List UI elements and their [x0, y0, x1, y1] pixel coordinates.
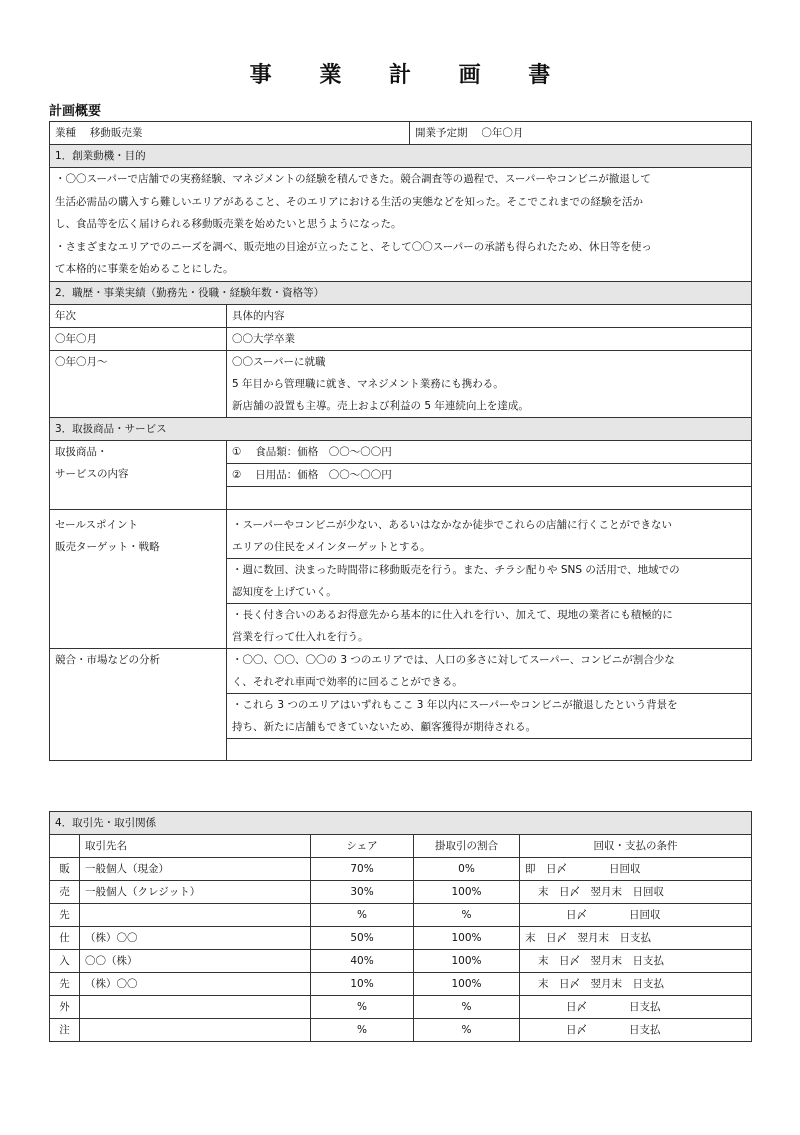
product-item-empty — [227, 486, 752, 509]
partner-share: % — [311, 1019, 414, 1042]
partner-terms: 即 日〆 日回収 — [520, 858, 752, 881]
partner-credit: % — [414, 904, 520, 927]
partner-terms: 末 日〆 翌月末 日支払 — [520, 950, 752, 973]
partner-terms: 末 日〆 翌月末 日支払 — [520, 973, 752, 996]
products-label — [50, 440, 227, 509]
partner-credit: 100% — [414, 881, 520, 904]
opening-date-label: 開業予定期 — [415, 127, 468, 139]
partner-terms: 末 日〆 翌月末 日回収 — [520, 881, 752, 904]
career-col-year: 年次 — [50, 304, 227, 327]
career-detail-line: 5 年目から管理職に就き、マネジメント業務にも携わる。 — [232, 377, 504, 390]
sales-point-line: 認知度を上げていく。 — [232, 585, 337, 598]
sales-label-line: 販売ターゲット・戦略 — [55, 540, 160, 553]
business-type-value: 移動販売業 — [89, 127, 143, 139]
motivation-line: ・〇〇スーパーで店舗での実務経験、マネジメントの経験を積んできた。競合調査等の過程で、スーパーやコンビニが撤退して — [55, 173, 651, 185]
sales-point-line: ・スーパーやコンビニが少ない、あるいはなかなか徒歩でこれらの店舗に行くことができない — [232, 518, 672, 531]
opening-date-cell — [410, 122, 752, 145]
partner-credit: 100% — [414, 927, 520, 950]
partner-name: （株）〇〇 — [80, 927, 311, 950]
partners-header-row — [50, 835, 752, 858]
partner-terms: 末 日〆 翌月末 日支払 — [520, 927, 752, 950]
product-item: ① 食品類：価格 〇〇～〇〇円 — [227, 440, 752, 463]
motivation-line: し、食品等を広く届けられる移動販売業を始めたいと思うようになった。 — [55, 218, 402, 230]
career-year: 〇年〇月 — [50, 327, 227, 350]
sales-point-line: ・長く付き合いのあるお得意先から基本的に仕入れを行い、加えて、現地の業者にも積極的に — [232, 608, 673, 621]
motivation-line: 生活必需品の購入すら難しいエリアがあること、そのエリアにおける生活の実態などを知った。そこでこれまでの経験を活か — [55, 195, 643, 208]
market-point-empty — [227, 738, 752, 760]
partner-side: 先 — [50, 904, 80, 927]
partners-col-terms: 回収・支払の条件 — [520, 835, 752, 858]
sales-point — [227, 509, 752, 558]
partner-credit: % — [414, 1019, 520, 1042]
partner-side: 外 — [50, 996, 80, 1019]
partners-row — [50, 950, 752, 973]
partner-side: 注 — [50, 1019, 80, 1042]
section-1-heading: 1．創業動機・目的 — [50, 145, 752, 168]
partner-name — [80, 904, 311, 927]
sales-label-line: セールスポイント — [55, 518, 139, 531]
business-type-label: 業種 — [55, 127, 76, 139]
partner-side: 仕 — [50, 927, 80, 950]
career-detail-line: 新店舗の設置も主導。売上および利益の 5 年連続向上を達成。 — [232, 399, 529, 412]
partners-row — [50, 858, 752, 881]
partner-name: 一般個人（現金） — [80, 858, 311, 881]
partner-share: 70% — [311, 858, 414, 881]
partner-name — [80, 996, 311, 1019]
career-year: 〇年〇月～ — [50, 350, 227, 417]
sales-point-line: エリアの住民をメインターゲットとする。 — [232, 540, 431, 553]
partners-table — [49, 811, 752, 1042]
market-point-line: ・〇〇、〇〇、〇〇の 3 つのエリアでは、人口の多さに対してスーパー、コンビニが割合少な — [232, 653, 675, 666]
sales-point — [227, 558, 752, 603]
partner-share: % — [311, 904, 414, 927]
partner-terms: 日〆 日支払 — [520, 1019, 752, 1042]
plan-overview-heading: 計画概要 — [49, 104, 102, 119]
sales-point-line: 営業を行って仕入れを行う。 — [232, 630, 369, 643]
career-col-detail: 具体的内容 — [227, 304, 752, 327]
partners-col-share: シェア — [311, 835, 414, 858]
header-row — [50, 122, 752, 145]
section-2-heading: 2．職歴・事業実績（勤務先・役職・経験年数・資格等） — [50, 281, 752, 304]
plan-table — [49, 121, 752, 761]
market-label: 競合・市場などの分析 — [50, 648, 227, 760]
products-label-line: サービスの内容 — [55, 467, 129, 480]
partners-row — [50, 996, 752, 1019]
market-point-line: く、それぞれ車両で効率的に回ることができる。 — [232, 675, 463, 688]
partners-row — [50, 904, 752, 927]
opening-date-value: 〇年〇月 — [481, 127, 524, 139]
partner-name: 〇〇（株） — [80, 950, 311, 973]
partners-row — [50, 1019, 752, 1042]
partner-side: 売 — [50, 881, 80, 904]
partners-col-name: 取引先名 — [80, 835, 311, 858]
partner-credit: 0% — [414, 858, 520, 881]
partner-share: 10% — [311, 973, 414, 996]
partner-name — [80, 1019, 311, 1042]
section-3-heading: 3．取扱商品・サービス — [50, 417, 752, 440]
career-row — [50, 327, 752, 350]
partners-row — [50, 973, 752, 996]
partner-terms: 日〆 日回収 — [520, 904, 752, 927]
sales-label — [50, 509, 227, 648]
career-detail-line: 〇〇スーパーに就職 — [232, 355, 326, 368]
career-row — [50, 350, 752, 417]
partners-row — [50, 927, 752, 950]
motivation-line: ・さまざまなエリアでのニーズを調べ、販売地の目途が立ったこと、そして〇〇スーパーの承諾も得られたため、休日等を使っ — [55, 240, 652, 253]
career-detail: 〇〇大学卒業 — [227, 327, 752, 350]
partner-name: （株）〇〇 — [80, 973, 311, 996]
partners-col-credit: 掛取引の割合 — [414, 835, 520, 858]
partners-row — [50, 881, 752, 904]
motivation-text — [50, 168, 752, 282]
partner-credit: 100% — [414, 973, 520, 996]
sales-point-line: ・週に数回、決まった時間帯に移動販売を行う。また、チラシ配りや SNS の活用で、地域での — [232, 563, 680, 576]
partner-share: 30% — [311, 881, 414, 904]
partner-side: 先 — [50, 973, 80, 996]
product-item: ② 日用品：価格 〇〇～〇〇円 — [227, 463, 752, 486]
partner-side: 入 — [50, 950, 80, 973]
career-detail — [227, 350, 752, 417]
partner-side: 販 — [50, 858, 80, 881]
market-point — [227, 693, 752, 738]
partner-name: 一般個人（クレジット） — [80, 881, 311, 904]
document-title: 事 業 計 画 書 — [249, 63, 571, 88]
partners-header-blank — [50, 835, 80, 858]
motivation-line: て本格的に事業を始めることにした。 — [55, 263, 234, 275]
partner-share: 40% — [311, 950, 414, 973]
market-point — [227, 648, 752, 693]
partner-share: 50% — [311, 927, 414, 950]
sales-point — [227, 603, 752, 648]
partner-terms: 日〆 日支払 — [520, 996, 752, 1019]
partner-credit: % — [414, 996, 520, 1019]
partner-share: % — [311, 996, 414, 1019]
products-label-line: 取扱商品・ — [55, 445, 108, 458]
market-point-line: 持ち、新たに店舗もできていないため、顧客獲得が期待される。 — [232, 720, 537, 733]
market-point-line: ・これら 3 つのエリアはいずれもここ 3 年以内にスーパーやコンビニが撤退したという背景を — [232, 698, 678, 711]
business-type-cell — [50, 122, 410, 145]
section-4-heading: 4．取引先・取引関係 — [50, 812, 752, 835]
partner-credit: 100% — [414, 950, 520, 973]
